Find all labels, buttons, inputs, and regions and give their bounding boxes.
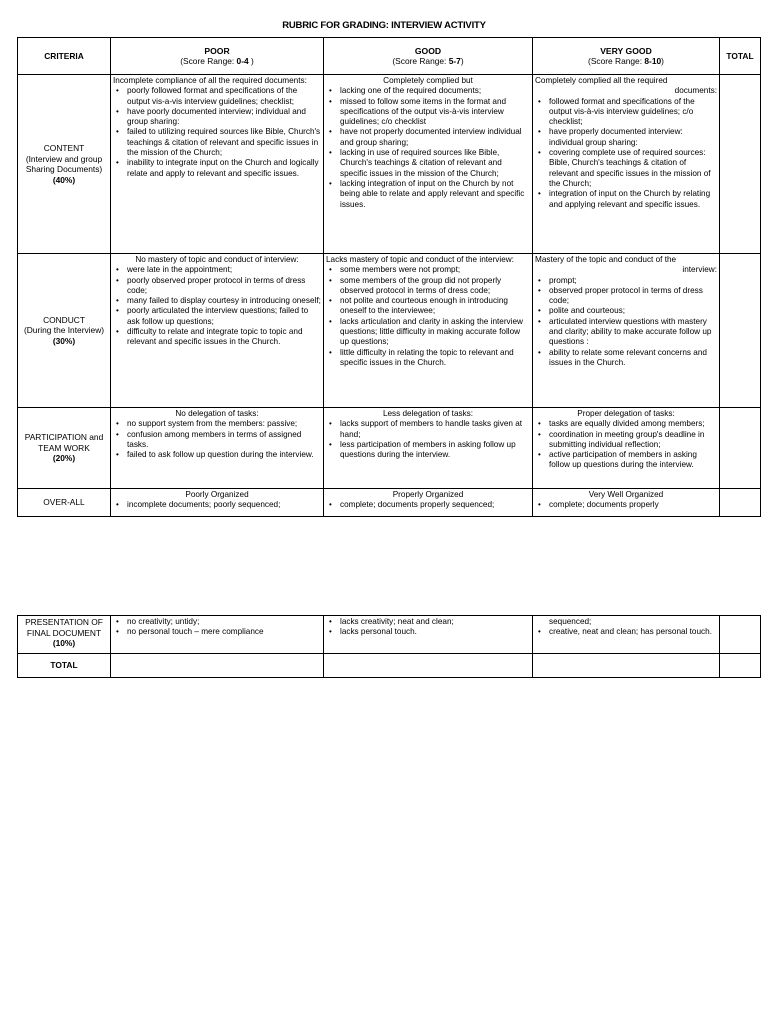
criterion-bullet-item: • lacks personal touch. — [326, 627, 530, 637]
criterion-bullet-item: • no personal touch – mere compliance — [113, 627, 321, 637]
criterion-bullet-item: • have properly documented interview: individual group sharing: — [535, 127, 717, 148]
criterion-bullet-item: • active participation of members in asking follow up questions during the interview. — [535, 450, 717, 471]
criterion-bullet-item: • missed to follow some items in the format and specifications of the output vis-à-vis interview guidelines; c/o checklist — [326, 97, 530, 128]
header-row — [18, 38, 761, 75]
total-criterion: TOTAL — [18, 654, 111, 678]
poor-label: POOR — [204, 45, 230, 56]
criterion-bullet-item: • lacks creativity; neat and clean; — [326, 617, 530, 627]
presentation-very-good-cell: sequenced; • creative, neat and clean; has personal touch. — [533, 616, 720, 654]
criterion-bullet-item: • polite and courteous; — [535, 306, 717, 316]
criterion-bullet-item: • some members were not prompt; — [326, 265, 530, 275]
criterion-bullet-item: • failed to utilizing required sources like Bible, Church's teachings & citation of relevant and specific issues in the mission of the Church; — [113, 127, 321, 158]
criterion-bullet-item: • less participation of members in asking follow up questions during the interview. — [326, 440, 530, 461]
criterion-bullet-item: • articulated interview questions with mastery and clarity; ability to make accurate follow up questions : — [535, 317, 717, 348]
criterion-bullet-item: • coordination in meeting group's deadline in submitting individual reflection; — [535, 430, 717, 451]
participation-poor-cell: No delegation of tasks: • no support system from the members: passive; • confusion among members in terms of assigned tasks. • failed to ask follow up question during the interview. — [111, 408, 324, 489]
criterion-bullet-item: • poorly articulated the interview questions; failed to ask follow up questions; — [113, 306, 321, 327]
criterion-bullet-item: • poorly observed proper protocol in terms of dress code; — [113, 276, 321, 297]
conduct-total-cell — [720, 254, 761, 408]
overall-poor-cell: Poorly Organized • incomplete documents; poorly sequenced; — [111, 489, 324, 517]
content-poor-cell: Incomplete compliance of all the required documents: • poorly followed format and specifications of the output vis-a-vis interview guidelines; checklist; • have poorly documented interview; individual and group sharing: • failed to utilizing required sources like Bible, Church's teachings & citation of relevant and specific issues in the mission of the Church; • inability to integrate input on the Church and logically relate and apply to relevant and specific issues. — [111, 75, 324, 254]
content-very-good-cell: Completely complied all the required documents: • followed format and specifications of the output vis-à-vis interview guidelines; c/o checklist; • have properly documented interview: individual group sharing: • covering complete use of required sources: Bible, Church's teachings & citation of relevant and specific issues in the mission of the Church; • integration of input on the Church by relating and applying relevant and specific issues. — [533, 75, 720, 254]
criterion-bullet-item: • complete; documents properly sequenced; — [326, 500, 530, 510]
conduct-criterion: CONDUCT (During the Interview) (30%) — [18, 254, 111, 408]
criterion-bullet-item: • no creativity; untidy; — [113, 617, 321, 627]
criterion-bullet-item: • lacks articulation and clarity in asking the interview questions; little difficulty in making accurate follow up questions; — [326, 317, 530, 348]
criterion-bullet-item: • prompt; — [535, 276, 717, 286]
conduct-poor-cell: No mastery of topic and conduct of interview: • were late in the appointment; • poorly observed proper protocol in terms of dress code; • many failed to display courtesy in introducing oneself; • poorly articulated the interview questions; failed to ask follow up questions; • difficulty to relate and integrate topic to topic and relevant and specific issues in the Church. — [111, 254, 324, 408]
criterion-bullet-item: • some members of the group did not properly observed protocol in terms of dress code; — [326, 276, 530, 297]
overall-very-good-cell: Very Well Organized • complete; documents properly — [533, 489, 720, 517]
criterion-bullet-item: • lacking one of the required documents; — [326, 86, 530, 96]
criterion-bullet-item: • covering complete use of required sources: Bible, Church's teachings & citation of relevant and specific issues in the mission of the Church; — [535, 148, 717, 189]
content-good-cell: Completely complied but • lacking one of the required documents; • missed to follow some items in the format and specifications of the output vis-à-vis interview guidelines; c/o checklist • have not properly documented interview individual and group sharing; • lacking in use of required sources like Bible, Church's teachings & citation of relevant and specific issues in the mission of the Church; • lacking integration of input on the Church by not being able to relate and apply relevant and specific issues. — [324, 75, 533, 254]
criterion-bullet-item: • incomplete documents; poorly sequenced; — [113, 500, 321, 510]
criterion-bullet-item: • creative, neat and clean; has personal touch. — [535, 627, 717, 637]
criteria-header: CRITERIA — [18, 38, 111, 75]
conduct-very-good-cell: Mastery of the topic and conduct of the interview: • prompt; • observed proper protocol in terms of dress code; • polite and courteous; • articulated interview questions with mastery and clarity; ability to make accurate follow up questions : • ability to relate some relevant concerns and issues in the Church. — [533, 254, 720, 408]
criterion-bullet-item: • lacks support of members to handle tasks given at hand; — [326, 419, 530, 440]
presentation-row — [18, 616, 761, 654]
participation-row — [18, 408, 761, 489]
overall-criterion: OVER-ALL — [18, 489, 111, 517]
presentation-total-cell — [720, 616, 761, 654]
criterion-bullet-item: • lacking integration of input on the Church by not being able to relate and apply relevant and specific issues. — [326, 179, 530, 210]
criterion-bullet-item: • no support system from the members: passive; — [113, 419, 321, 429]
criterion-bullet-item: • difficulty to relate and integrate topic to topic and relevant and specific issues in the Church. — [113, 327, 321, 348]
criterion-bullet-item: • have not properly documented interview individual and group sharing; — [326, 127, 530, 148]
good-header: GOOD (Score Range: 5-7) — [324, 38, 533, 75]
content-total-cell — [720, 75, 761, 254]
overall-row — [18, 489, 761, 517]
participation-total-cell — [720, 408, 761, 489]
criterion-bullet-item: • were late in the appointment; — [113, 265, 321, 275]
conduct-row — [18, 254, 761, 408]
criterion-bullet-item: • tasks are equally divided among members; — [535, 419, 717, 429]
good-range: 5-7 — [448, 56, 461, 66]
very-good-label: VERY GOOD — [600, 45, 652, 56]
page-title: RUBRIC FOR GRADING: INTERVIEW ACTIVITY — [282, 20, 486, 31]
poor-range: 0-4 — [236, 56, 249, 66]
overall-total-cell — [720, 489, 761, 517]
criterion-bullet-item: • lacking in use of required sources like Bible, Church's teachings & citation of relevant and specific issues in the mission of the Church; — [326, 148, 530, 179]
criterion-bullet-item: • many failed to display courtesy in introducing oneself; — [113, 296, 321, 306]
very-good-header: VERY GOOD (Score Range: 8-10) — [533, 38, 720, 75]
content-row — [18, 75, 761, 254]
poor-header: POOR (Score Range: 0-4 ) — [111, 38, 324, 75]
total-poor-cell — [111, 654, 324, 678]
total-header: TOTAL — [720, 38, 761, 75]
criterion-bullet-item: • failed to ask follow up question during the interview. — [113, 450, 321, 460]
criterion-bullet-item: • confusion among members in terms of assigned tasks. — [113, 430, 321, 451]
good-label: GOOD — [414, 45, 442, 56]
presentation-criterion: PRESENTATION OF FINAL DOCUMENT (10%) — [18, 616, 111, 654]
criterion-bullet-item: • complete; documents properly — [535, 500, 717, 510]
overall-good-cell: Properly Organized • complete; documents properly sequenced; — [324, 489, 533, 517]
rubric-table-top — [17, 37, 761, 517]
rubric-table-bottom — [17, 615, 761, 678]
criterion-bullet-item: • integration of input on the Church by relating and applying relevant and specific issues. — [535, 189, 717, 210]
presentation-good-cell — [324, 616, 533, 654]
criterion-bullet-item: • followed format and specifications of the output vis-à-vis interview guidelines; c/o checklist; — [535, 97, 717, 128]
participation-criterion: PARTICIPATION and TEAM WORK (20%) — [18, 408, 111, 489]
content-criterion: CONTENT (Interview and group Sharing Documents) (40%) — [18, 75, 111, 254]
total-row — [18, 654, 761, 678]
total-good-cell — [324, 654, 533, 678]
participation-good-cell: Less delegation of tasks: • lacks support of members to handle tasks given at hand; • less participation of members in asking follow up questions during the interview. — [324, 408, 533, 489]
criterion-bullet-item: • poorly followed format and specifications of the output vis-a-vis interview guidelines; checklist; — [113, 86, 321, 107]
criterion-bullet-item: • little difficulty in relating the topic to relevant and specific issues in the Church. — [326, 348, 530, 369]
total-very-good-cell — [533, 654, 720, 678]
criterion-bullet-item: • not polite and courteous enough in introducing oneself to the interviewee; — [326, 296, 530, 317]
presentation-poor-cell — [111, 616, 324, 654]
criterion-bullet-item: • ability to relate some relevant concerns and issues in the Church. — [535, 348, 717, 369]
conduct-good-cell: Lacks mastery of topic and conduct of the interview: • some members were not prompt; • some members of the group did not properly observed protocol in terms of dress code; • not polite and courteous enough in introducing oneself to the interviewee; • lacks articulation and clarity in asking the interview questions; little difficulty in making accurate follow up questions; • little difficulty in relating the topic to relevant and specific issues in the Church. — [324, 254, 533, 408]
criterion-bullet-item: • have poorly documented interview; individual and group sharing: — [113, 107, 321, 128]
participation-very-good-cell: Proper delegation of tasks: • tasks are equally divided among members; • coordination in meeting group's deadline in submitting individual reflection; • active participation of members in asking follow up questions during the interview. — [533, 408, 720, 489]
very-good-range: 8-10 — [644, 56, 662, 66]
criterion-bullet-item: • observed proper protocol in terms of dress code; — [535, 286, 717, 307]
total-total-cell — [720, 654, 761, 678]
criterion-bullet-item: • inability to integrate input on the Church and logically relate and apply to relevant and specific issues. — [113, 158, 321, 179]
